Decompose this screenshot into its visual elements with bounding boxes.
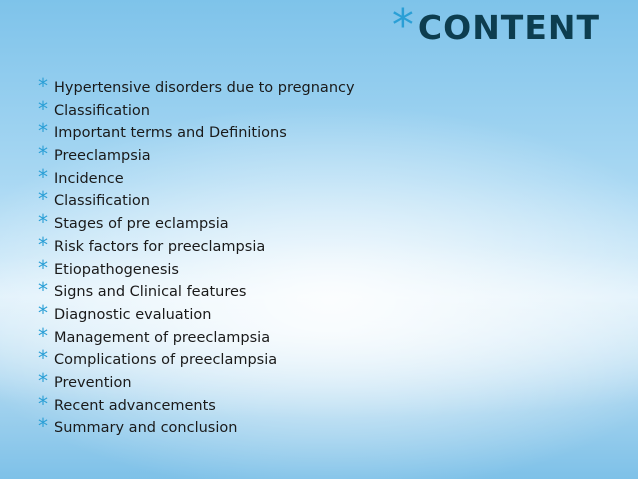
list-item [38,142,355,168]
asterisk-bullet-icon: * [38,391,48,416]
list-item [38,210,355,236]
asterisk-bullet-icon: * [38,232,48,257]
asterisk-bullet-icon: * [38,142,48,167]
list-item [38,323,355,350]
asterisk-bullet-icon: * [38,414,48,439]
list-item-text: Classification [54,102,150,119]
list-item [38,96,355,123]
list-item [38,255,355,282]
content-list [38,74,355,440]
list-item-text: Complications of preeclampsia [54,352,278,369]
asterisk-bullet-icon: * [38,164,48,189]
list-item-text: Signs and Clinical features [54,284,247,301]
list-item [38,391,355,418]
asterisk-bullet-icon: * [38,96,48,121]
list-item [38,278,355,304]
asterisk-bullet-icon: * [38,300,48,325]
list-item-text: Recent advancements [54,397,216,414]
asterisk-bullet-icon: * [38,187,48,212]
list-item-text: Incidence [54,170,124,187]
title-text: CONTENT [417,8,600,47]
list-item [38,74,355,100]
asterisk-bullet-icon: * [38,210,48,235]
asterisk-bullet-icon: * [38,119,48,144]
list-item [38,368,355,395]
list-item [38,119,355,145]
list-item-text: Classification [54,193,150,210]
list-item-text: Summary and conclusion [54,420,238,437]
asterisk-bullet-icon: * [391,0,414,51]
list-item-text: Risk factors for preeclampsia [54,238,266,255]
asterisk-bullet-icon: * [38,255,48,280]
slide-title [391,0,600,51]
asterisk-bullet-icon: * [38,368,48,393]
asterisk-bullet-icon: * [38,346,48,371]
list-item-text: Etiopathogenesis [54,261,179,278]
asterisk-bullet-icon: * [38,278,48,303]
list-item [38,414,355,440]
list-item-text: Diagnostic evaluation [54,306,212,323]
list-item-text: Hypertensive disorders due to pregnancy [54,80,355,96]
list-item [38,187,355,213]
asterisk-bullet-icon: * [38,323,48,348]
list-item [38,232,355,259]
list-item [38,164,355,191]
list-item-text: Preeclampsia [54,148,151,165]
list-item-text: Prevention [54,374,132,391]
list-item [38,300,355,327]
list-item [38,346,355,372]
asterisk-bullet-icon: * [38,74,48,98]
list-item-text: Management of preeclampsia [54,329,271,346]
list-item-text: Important terms and Definitions [54,125,287,142]
list-item-text: Stages of pre eclampsia [54,216,229,233]
